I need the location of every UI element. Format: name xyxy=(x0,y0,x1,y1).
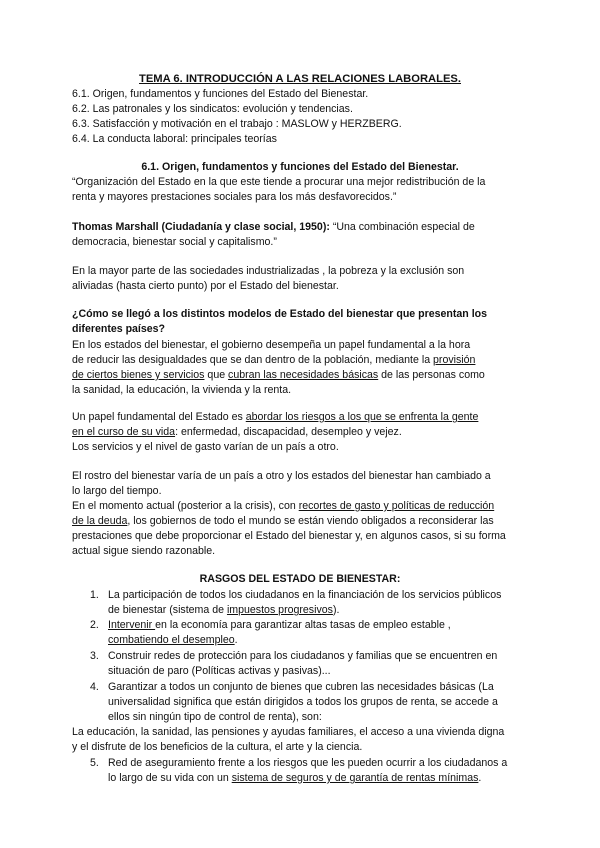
marshall-quote-text: “Una combinación especial de xyxy=(329,221,475,233)
paragraph-line: aliviadas (hasta cierto punto) por el Estado del bienestar. xyxy=(72,280,339,292)
text-run: que xyxy=(204,369,229,381)
list-item-line xyxy=(108,633,238,647)
list-item-line: Red de aseguramiento frente a los riesgos que les pueden ocurrir a los ciudadanos a xyxy=(108,757,508,769)
paragraph-line: La educación, la sanidad, las pensiones y ayudas familiares, el acceso a una vivienda digna xyxy=(72,726,505,738)
underlined-text: combatiendo el desempleo xyxy=(108,634,235,646)
paragraph-line: lo largo del tiempo. xyxy=(72,485,162,497)
paragraph-line: actual sigue siendo razonable. xyxy=(72,545,216,557)
text-run: . xyxy=(234,634,238,646)
paragraph-line xyxy=(72,410,478,424)
marshall-quote-line: democracia, bienestar social y capitalismo.” xyxy=(72,236,277,248)
paragraph-line: En los estados del bienestar, el gobierno desempeña un papel fundamental a la hora xyxy=(72,339,471,351)
list-item-line: La participación de todos los ciudadanos en la financiación de los servicios públicos xyxy=(108,589,502,601)
paragraph-line: la sanidad, la educación, la vivienda y la renta. xyxy=(72,384,292,396)
list-item-line: Garantizar a todos un conjunto de bienes que cubren las necesidades básicas (La xyxy=(108,681,494,693)
list-number: 1. xyxy=(90,589,99,601)
definition-quote-line: renta y mayores prestaciones sociales para los más desfavorecidos.” xyxy=(72,191,397,203)
section-heading-6-1: 6.1. Origen, fundamentos y funciones del Estado del Bienestar. xyxy=(141,161,459,173)
list-number: 2. xyxy=(90,619,99,631)
list-item-line: Construir redes de protección para los ciudadanos y familias que se encuentren en xyxy=(108,650,498,662)
list-number: 3. xyxy=(90,650,99,662)
text-run: lo largo de su vida con un xyxy=(108,772,232,784)
list-item-line xyxy=(108,603,339,617)
paragraph-line xyxy=(72,425,402,439)
list-item-line: situación de paro (Políticas activas y pasivas)... xyxy=(108,665,331,677)
list-number: 4. xyxy=(90,681,99,693)
underlined-text: recortes de gasto y políticas de reducción xyxy=(298,500,495,512)
underlined-text: impuestos progresivos xyxy=(226,604,333,616)
underlined-text: en el curso de su vida xyxy=(72,426,176,438)
definition-quote-line: “Organización del Estado en la que este tiende a procurar una mejor redistribución de la xyxy=(72,176,486,188)
underlined-text: de la deuda xyxy=(72,515,128,527)
marshall-citation: Thomas Marshall (Ciudadanía y clase social, 1950): xyxy=(72,221,330,233)
rasgos-heading: RASGOS DEL ESTADO DE BIENESTAR: xyxy=(199,573,401,585)
underlined-text: provisión xyxy=(433,354,476,366)
paragraph-line: En la mayor parte de las sociedades industrializadas , la pobreza y la exclusión son xyxy=(72,265,465,277)
underlined-text: Intervenir xyxy=(108,619,156,631)
list-item-line: universalidad significa que están dirigidos a todos los grupos de renta, se accede a xyxy=(108,696,498,708)
text-run: En el momento actual (posterior a la crisis), con xyxy=(72,500,299,512)
question-heading: ¿Cómo se llegó a los distintos modelos de Estado del bienestar que presentan los xyxy=(72,308,488,320)
text-run: de reducir las desigualdades que se dan dentro de la población, mediante la xyxy=(72,354,434,366)
page-title: TEMA 6. INTRODUCCIÓN A LAS RELACIONES LABORALES. xyxy=(139,73,461,85)
underlined-text: sistema de seguros y de garantía de rentas mínimas xyxy=(231,772,479,784)
text-run: : enfermedad, discapacidad, desempleo y vejez. xyxy=(175,426,402,438)
toc-item-6-1: 6.1. Origen, fundamentos y funciones del Estado del Bienestar. xyxy=(72,88,369,100)
question-heading: diferentes países? xyxy=(72,323,166,335)
list-number: 5. xyxy=(90,757,99,769)
paragraph-line: y el disfrute de los beneficios de la cultura, el arte y la ciencia. xyxy=(72,741,363,753)
list-item-line: ellos sin ningún tipo de control de renta), son: xyxy=(108,711,322,723)
paragraph-line: El rostro del bienestar varía de un país a otro y los estados del bienestar han cambiado a xyxy=(72,470,491,482)
text-run: ). xyxy=(332,604,340,616)
paragraph-line xyxy=(72,499,494,513)
toc-item-6-4: 6.4. La conducta laboral: principales teorías xyxy=(72,133,277,145)
text-run: de las personas como xyxy=(378,369,485,381)
paragraph-line xyxy=(72,514,494,528)
paragraph-line: prestaciones que debe proporcionar el Estado del bienestar y, en algunos casos, si su forma xyxy=(72,530,506,542)
text-run: en la economía para garantizar altas tasas de empleo estable , xyxy=(155,619,451,631)
list-item-line xyxy=(108,618,451,632)
underlined-text: cubran las necesidades básicas xyxy=(228,369,379,381)
paragraph-line xyxy=(72,353,475,367)
text-run: , los gobiernos de todo el mundo se están viendo obligados a reconsiderar las xyxy=(127,515,494,527)
paragraph-line: Los servicios y el nivel de gasto varían de un país a otro. xyxy=(72,441,339,453)
text-run: . xyxy=(478,772,482,784)
paragraph-line xyxy=(72,368,485,382)
marshall-quote-line xyxy=(72,220,475,234)
list-item-line xyxy=(108,771,481,785)
underlined-text: de ciertos bienes y servicios xyxy=(72,369,205,381)
toc-item-6-2: 6.2. Las patronales y los sindicatos: evolución y tendencias. xyxy=(72,103,353,115)
underlined-text: abordar los riesgos a los que se enfrenta la gente xyxy=(245,411,479,423)
text-run: de bienestar (sistema de xyxy=(108,604,227,616)
toc-item-6-3: 6.3. Satisfacción y motivación en el trabajo : MASLOW y HERZBERG. xyxy=(72,118,402,130)
text-run: Un papel fundamental del Estado es xyxy=(72,411,246,423)
